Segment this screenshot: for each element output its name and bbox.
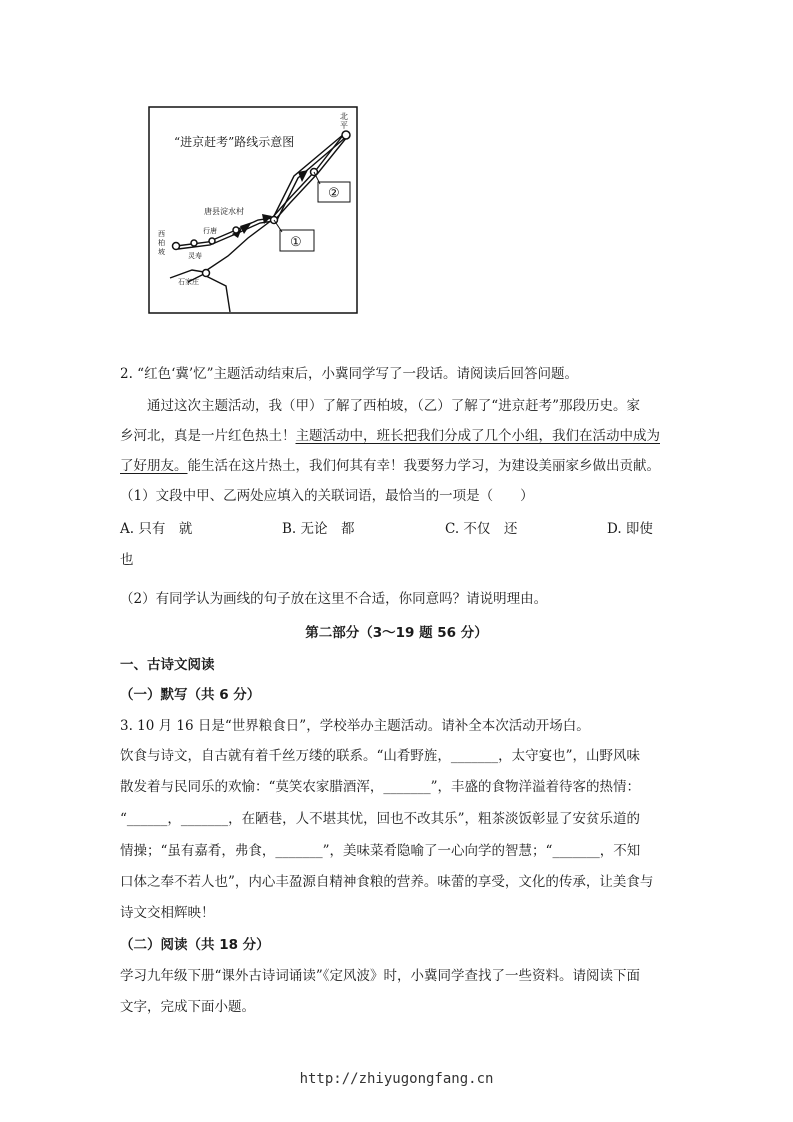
q2-paragraph-plain-a: 乡河北，真是一片红色热土！ [120, 428, 296, 444]
q2-option-a: A. 只有 就 [120, 521, 193, 537]
marker-xingtang [209, 238, 215, 244]
reading-intro-line-1: 学习九年级下册“课外古诗词诵读”《定风波》时，小冀同学查找了一些资料。请阅读下面 [120, 968, 641, 984]
subsection-reading: （二）阅读（共 18 分） [120, 937, 270, 953]
callout-label-1: ① [290, 235, 302, 250]
q2-paragraph-plain-b: 能生活在这片热土，我们何其有幸！我要努力学习，为建设美丽家乡做出贡献。 [187, 458, 660, 474]
marker-beiping [342, 131, 350, 139]
q3-line-5: 口体之奉不若人也”，内心丰盈源自精神食粮的营养。味蕾的享受，文化的传承，让美食与 [120, 874, 654, 890]
route-map-figure [148, 106, 358, 314]
q3-line-6: 诗文交相辉映！ [120, 905, 215, 921]
q2-option-d: D. 即使 [607, 521, 653, 537]
q2-sub2: （2）有同学认为画线的句子放在这里不合适，你同意吗？请说明理由。 [120, 591, 548, 607]
q2-paragraph-line-3 [120, 456, 660, 476]
marker-tangxian [233, 227, 239, 233]
callout-label-2: ② [328, 186, 340, 201]
q2-option-d-wrap: 也 [120, 552, 134, 568]
label-tangxian: 唐县淀水村 [204, 207, 244, 216]
label-xingtang: 行唐 [203, 227, 217, 235]
q2-stem: 2. “红色‘冀’忆”主题活动结束后，小冀同学写了一段话。请阅读后回答问题。 [120, 366, 579, 382]
q3-stem: 3. 10 月 16 日是“世界粮食日”，学校举办主题活动。请补全本次活动开场白。 [120, 718, 590, 734]
callout-leader-1 [274, 220, 282, 232]
q2-option-c: C. 不仅 还 [445, 521, 518, 537]
q3-line-2: 散发着与民同乐的欢愉：“莫笑农家腊酒浑，_______”，丰盛的食物洋溢着待客的热情： [120, 779, 641, 795]
map-title: “进京赶考”路线示意图 [174, 135, 295, 149]
q3-line-3: “______，_______，在陋巷，人不堪其忧，回也不改其乐”，粗茶淡饭彰显了安贫乐道的 [120, 811, 641, 827]
q2-sub1: （1）文段中甲、乙两处应填入的关联词语，最恰当的一项是（ ） [120, 488, 534, 504]
marker-lingshou [191, 240, 197, 246]
label-lingshou: 灵寿 [188, 252, 202, 260]
subsection-dictation: （一）默写（共 6 分） [120, 687, 261, 703]
footer-url[interactable]: http://zhiyugongfang.cn [299, 1071, 494, 1087]
label-xibaipo-2: 柏 [158, 239, 165, 247]
q2-option-b: B. 无论 都 [282, 521, 355, 537]
q2-paragraph-line-2 [120, 426, 660, 446]
q3-line-1: 饮食与诗文，自古就有着千丝万缕的联系。“山肴野旌，_______，太守宴也”，山野风味 [120, 748, 641, 764]
q2-underlined-sentence-part-1: 主题活动中，班长把我们分成了几个小组，我们在活动中成为 [295, 428, 660, 444]
label-beiping-1: 北 [340, 112, 348, 121]
label-beiping-2: 平 [340, 121, 348, 130]
section-ancient-poetry: 一、古诗文阅读 [120, 657, 215, 673]
label-xibaipo-3: 坡 [158, 248, 165, 256]
marker-xibaipo [173, 243, 180, 250]
marker-shijiazhuang [203, 270, 210, 277]
label-xibaipo-1: 西 [158, 230, 165, 238]
q2-paragraph-line-1: 通过这次主题活动，我（甲）了解了西柏坡，（乙）了解了“进京赶考”那段历史。家 [147, 398, 641, 414]
label-shijiazhuang: 石家庄 [178, 278, 199, 286]
part2-heading: 第二部分（3～19 题 56 分） [305, 625, 488, 641]
reading-intro-line-2: 文字，完成下面小题。 [120, 999, 255, 1015]
q2-underlined-sentence-part-2: 了好朋友。 [120, 458, 188, 474]
q3-line-4: 情操；“虽有嘉肴，弗食，_______”，美味菜肴隐喻了一心向学的智慧；“_______，不知 [120, 843, 641, 859]
